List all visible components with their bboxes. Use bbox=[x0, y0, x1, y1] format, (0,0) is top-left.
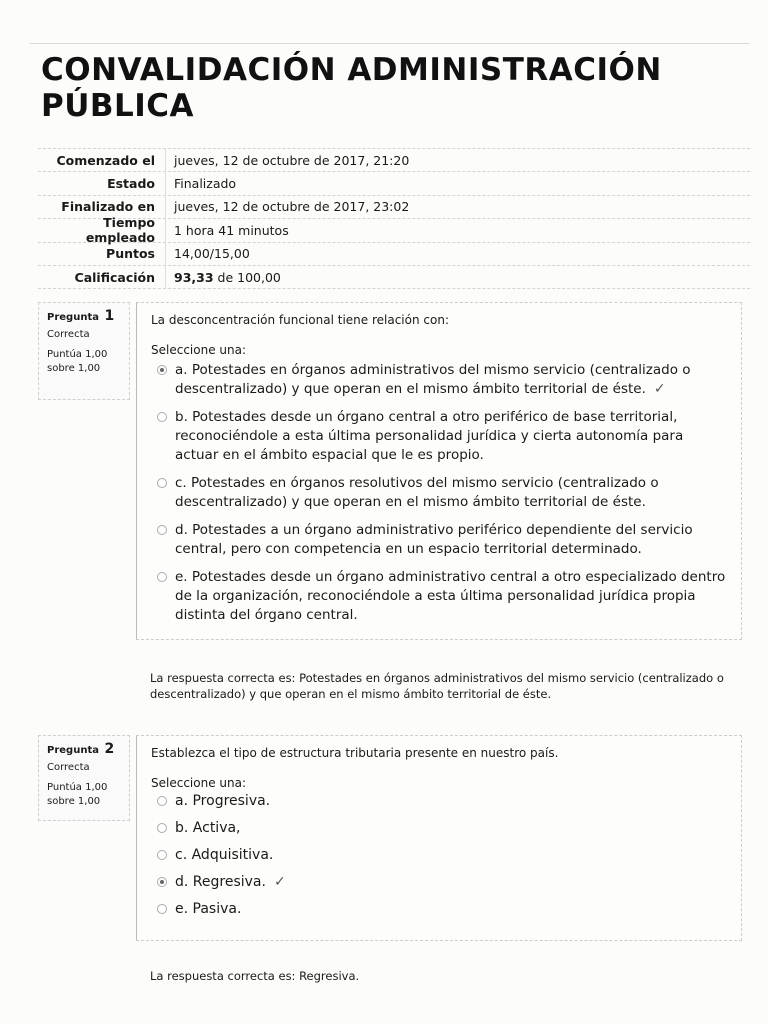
grade-max: de 100,00 bbox=[217, 269, 281, 285]
answer-option-a[interactable] bbox=[151, 792, 729, 811]
answer-option-a[interactable] bbox=[151, 361, 729, 399]
summary-row-grade bbox=[38, 265, 750, 289]
question-label: Pregunta bbox=[47, 745, 99, 756]
grade-score: 93,33 bbox=[174, 269, 214, 285]
radio-icon[interactable] bbox=[157, 823, 167, 833]
answer-option-b[interactable] bbox=[151, 819, 729, 838]
summary-label: Estado bbox=[107, 176, 155, 192]
option-label: c. Potestades en órganos resolutivos del mismo servicio (centralizado o descentralizado) y que operan en el mismo ámbito territorial de éste. bbox=[175, 475, 659, 510]
attempt-summary-table bbox=[38, 148, 750, 289]
question-number bbox=[47, 742, 129, 758]
summary-label: Finalizado en bbox=[61, 199, 155, 215]
summary-label: Comenzado el bbox=[56, 152, 155, 168]
summary-label: Puntos bbox=[106, 246, 155, 262]
answer-option-b[interactable] bbox=[151, 408, 729, 465]
option-label: a. Progresiva. bbox=[175, 793, 271, 809]
question-text: Establezca el tipo de estructura tributaria presente en nuestro país. bbox=[151, 746, 559, 760]
option-label: d. Regresiva. ✓ bbox=[175, 874, 286, 890]
question-number-value: 1 bbox=[104, 308, 115, 324]
summary-row-started bbox=[38, 148, 750, 171]
summary-value bbox=[165, 266, 281, 288]
summary-value: jueves, 12 de octubre de 2017, 21:20 bbox=[165, 149, 409, 171]
option-label: b. Activa, bbox=[175, 820, 241, 836]
question-number bbox=[47, 309, 129, 325]
answer-option-e[interactable] bbox=[151, 900, 729, 919]
page-title: CONVALIDACIÓN ADMINISTRACIÓN PÚBLICA bbox=[41, 52, 662, 124]
option-label: e. Pasiva. bbox=[175, 901, 242, 917]
option-label: e. Potestades desde un órgano administrativo central a otro especializado dentro de la organización, reconociéndole a esta última personalidad jurídica propia distinta del órgano central. bbox=[175, 569, 726, 623]
summary-value: Finalizado bbox=[165, 172, 236, 194]
question-state: Correcta bbox=[47, 762, 90, 773]
select-one-prompt: Seleccione una: bbox=[151, 343, 246, 357]
radio-icon[interactable] bbox=[157, 850, 167, 860]
question-score-max: sobre 1,00 bbox=[47, 363, 101, 374]
answer-option-d[interactable] bbox=[151, 873, 729, 892]
answer-option-c[interactable] bbox=[151, 846, 729, 865]
question-state: Correcta bbox=[47, 329, 90, 340]
summary-row-state bbox=[38, 171, 750, 194]
summary-label: Calificación bbox=[74, 269, 155, 285]
radio-icon[interactable] bbox=[157, 572, 167, 582]
correct-check-icon: ✓ bbox=[653, 381, 666, 397]
radio-selected-icon[interactable] bbox=[157, 877, 167, 887]
option-label: c. Adquisitiva. bbox=[175, 847, 274, 863]
answer-option-d[interactable] bbox=[151, 521, 729, 559]
top-divider bbox=[30, 43, 750, 44]
radio-icon[interactable] bbox=[157, 525, 167, 535]
summary-label: Tiempo empleado bbox=[85, 215, 155, 246]
radio-icon[interactable] bbox=[157, 478, 167, 488]
correct-answer-feedback-2: La respuesta correcta es: Regresiva. bbox=[150, 969, 360, 983]
radio-selected-icon[interactable] bbox=[157, 365, 167, 375]
option-label: a. Potestades en órganos administrativos del mismo servicio (centralizado o descentralizado) y que operan en el mismo ámbito territorial de éste. ✓ bbox=[175, 362, 691, 397]
question-text: La desconcentración funcional tiene relación con: bbox=[151, 313, 449, 327]
option-label: d. Potestades a un órgano administrativo periférico dependiente del servicio central, pero con competencia en un espacio territorial determinado. bbox=[175, 522, 693, 557]
summary-value: 1 hora 41 minutos bbox=[165, 219, 289, 241]
answer-option-e[interactable] bbox=[151, 568, 729, 625]
answer-option-c[interactable] bbox=[151, 474, 729, 512]
question-content-2 bbox=[136, 735, 742, 941]
select-one-prompt: Seleccione una: bbox=[151, 776, 246, 790]
summary-row-time-taken bbox=[38, 215, 750, 246]
question-label: Pregunta bbox=[47, 312, 99, 323]
question-info-2 bbox=[38, 735, 130, 821]
radio-icon[interactable] bbox=[157, 412, 167, 422]
question-score: Puntúa 1,00 bbox=[47, 782, 108, 793]
summary-value: 14,00/15,00 bbox=[165, 243, 250, 265]
question-content-1 bbox=[136, 302, 742, 640]
radio-icon[interactable] bbox=[157, 904, 167, 914]
correct-check-icon: ✓ bbox=[273, 874, 286, 890]
question-number-value: 2 bbox=[104, 741, 115, 757]
option-label: b. Potestades desde un órgano central a otro periférico de base territorial, reconociéndole a esta última personalidad jurídica y cierta autonomía para actuar en el ámbito espacial que le es propio. bbox=[175, 409, 684, 463]
question-score: Puntúa 1,00 bbox=[47, 349, 108, 360]
radio-icon[interactable] bbox=[157, 796, 167, 806]
question-info-1 bbox=[38, 302, 130, 400]
question-score-max: sobre 1,00 bbox=[47, 796, 101, 807]
correct-answer-feedback-1: La respuesta correcta es: Potestades en órganos administrativos del mismo servicio (centralizado o descentralizado) y que operan en el mismo ámbito territorial de éste. bbox=[150, 671, 724, 701]
summary-value: jueves, 12 de octubre de 2017, 23:02 bbox=[165, 196, 409, 218]
